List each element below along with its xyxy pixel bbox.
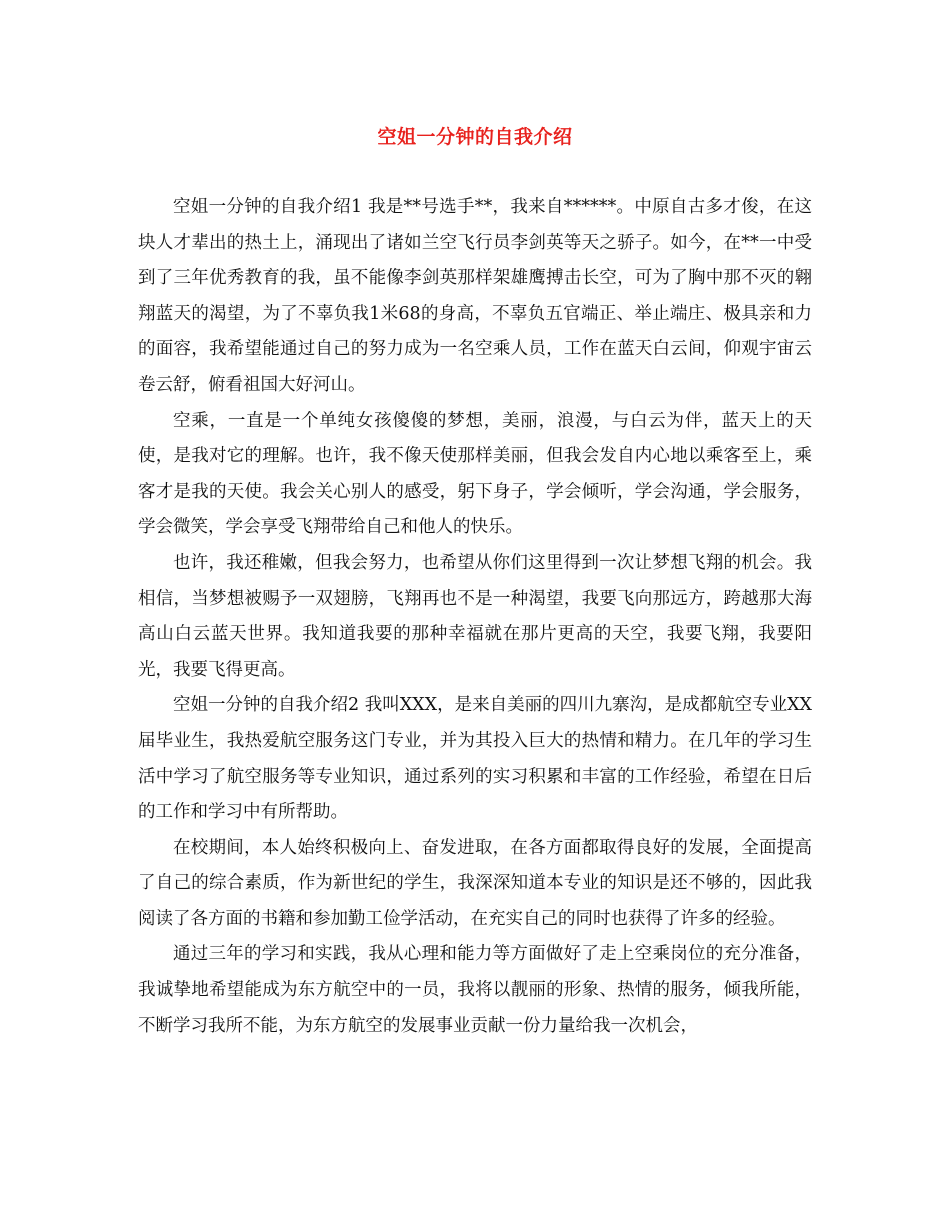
- paragraph: 在校期间，本人始终积极向上、奋发进取，在各方面都取得良好的发展，全面提高了自己的综合素质，作为新世纪的学生，我深深知道本专业的知识是还不够的，因此我阅读了各方面的书籍和参加勤工俭学活动，在充实自己的同时也获得了许多的经验。: [138, 837, 812, 929]
- paragraph: 通过三年的学习和实践，我从心理和能力等方面做好了走上空乘岗位的充分准备，我诚挚地希望能成为东方航空中的一员，我将以靓丽的形象、热情的服务，倾我所能，不断学习我所不能，为东方航空的发展事业贡献一份力量给我一次机会，: [138, 944, 812, 1036]
- paragraph: 空姐一分钟的自我介绍1 我是**号选手**，我来自******。中原自古多才俊，在这块人才辈出的热土上，涌现出了诸如兰空飞行员李剑英等天之骄子。如今，在**一中受到了三年优秀教育的我，虽不能像李剑英那样架雄鹰搏击长空，可为了胸中那不灭的翱翔蓝天的渴望，为了不辜负我1米68的身高，不辜负五官端正、举止端庄、极具亲和力的面容，我希望能通过自己的努力成为一名空乘人员，工作在蓝天白云间，仰观宇宙云卷云舒，俯看祖国大好河山。: [138, 197, 812, 395]
- paragraph: 空乘，一直是一个单纯女孩傻傻的梦想，美丽，浪漫，与白云为伴，蓝天上的天使，是我对它的理解。也许，我不像天使那样美丽，但我会发自内心地以乘客至上，乘客才是我的天使。我会关心别人的感受，躬下身子，学会倾听，学会沟通，学会服务，学会微笑，学会享受飞翔带给自己和他人的快乐。: [138, 410, 812, 538]
- document-body: [138, 190, 812, 1044]
- document-title: 空姐一分钟的自我介绍: [377, 126, 573, 148]
- paragraph: 也许，我还稚嫩，但我会努力，也希望从你们这里得到一次让梦想飞翔的机会。我相信，当梦想被赐予一双翅膀，飞翔再也不是一种渴望，我要飞向那远方，跨越那大海高山白云蓝天世界。我知道我要的那种幸福就在那片更高的天空，我要飞翔，我要阳光，我要飞得更高。: [138, 552, 812, 680]
- paragraph: 空姐一分钟的自我介绍2 我叫XXX，是来自美丽的四川九寨沟，是成都航空专业XX届毕业生，我热爱航空服务这门专业，并为其投入巨大的热情和精力。在几年的学习生活中学习了航空服务等专业知识，通过系列的实习积累和丰富的工作经验，希望在日后的工作和学习中有所帮助。: [138, 695, 812, 823]
